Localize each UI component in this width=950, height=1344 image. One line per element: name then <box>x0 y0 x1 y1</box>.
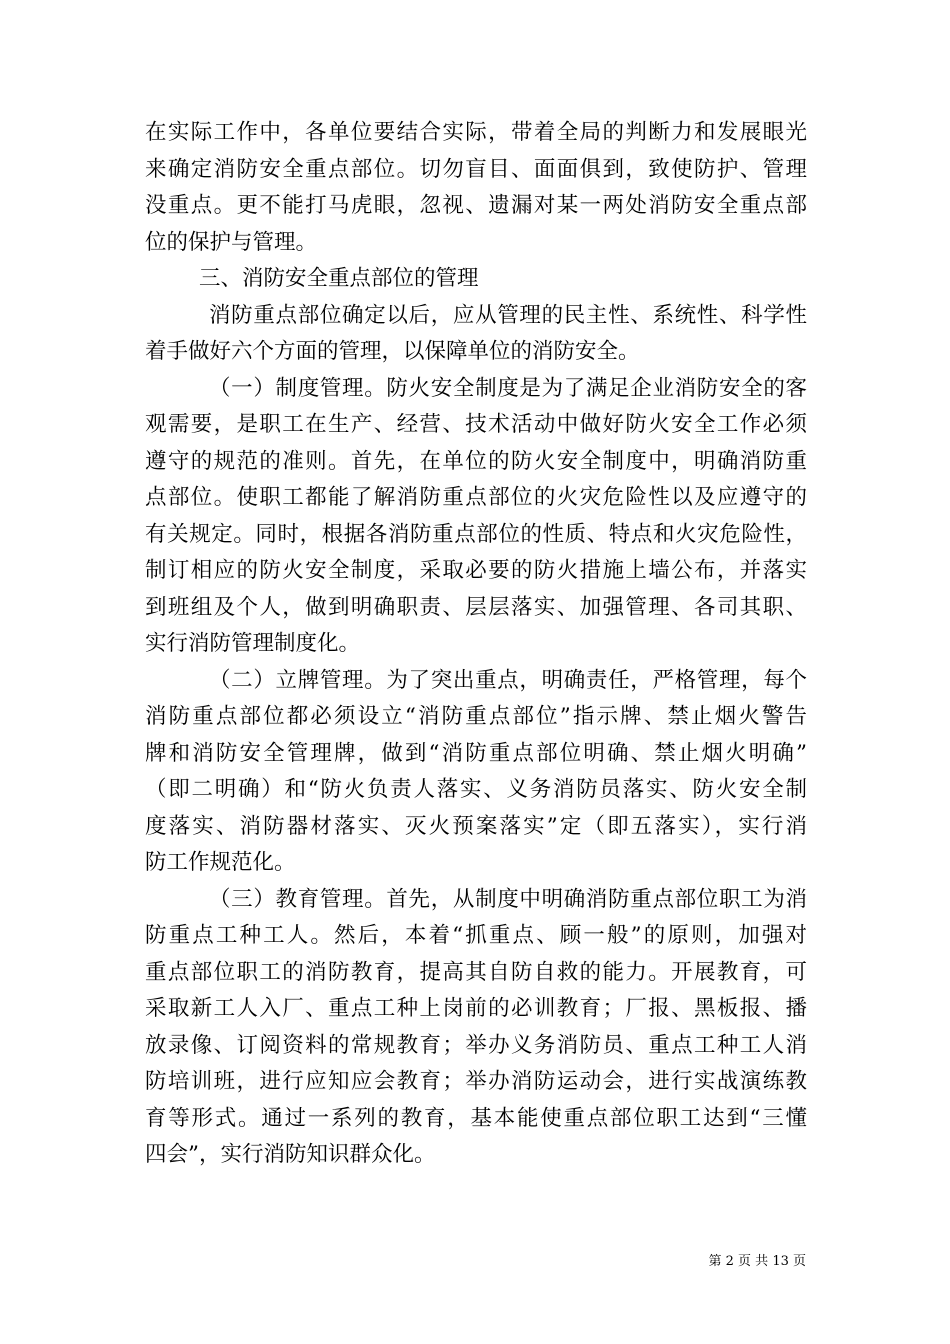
text-line: 防重点工种工人。然后，本着“抓重点、顾一般”的原则，加强对 <box>145 923 807 948</box>
text-line: 四会”，实行消防知识群众化。 <box>145 1142 436 1167</box>
text-line: 到班组及个人，做到明确职责、层层落实、加强管理、各司其职、 <box>145 594 807 620</box>
paragraph-intro <box>145 115 807 261</box>
paragraph-education-management <box>145 882 807 1174</box>
text-line: 消防重点部位都必须设立“消防重点部位”指示牌、禁止烟火警告 <box>145 704 807 729</box>
text-line: 采取新工人入厂、重点工种上岗前的必训教育；厂报、黑板报、播 <box>145 996 807 1021</box>
text-line: 遵守的规范的准则。首先，在单位的防火安全制度中，明确消防重 <box>145 448 807 474</box>
paragraph-system-management <box>145 371 807 663</box>
text-line: （二）立牌管理。为了突出重点，明确责任，严格管理，每个 <box>209 667 807 693</box>
paragraph-sign-management <box>145 663 807 882</box>
text-line: 防工作规范化。 <box>145 850 296 875</box>
text-line: 观需要，是职工在生产、经营、技术活动中做好防火安全工作必须 <box>145 412 807 437</box>
text-line: （一）制度管理。防火安全制度是为了满足企业消防安全的客 <box>209 375 807 401</box>
document-body <box>145 115 807 1174</box>
text-line: 度落实、消防器材落实、灭火预案落实”定（即五落实），实行消 <box>145 813 807 839</box>
text-line: （三）教育管理。首先，从制度中明确消防重点部位职工为消 <box>209 886 807 912</box>
text-line: 制订相应的防火安全制度，采取必要的防火措施上墙公布，并落实 <box>145 558 807 583</box>
text-line: 消防重点部位确定以后，应从管理的民主性、系统性、科学性 <box>209 302 807 328</box>
text-line: 实行消防管理制度化。 <box>145 631 361 656</box>
text-line: 防培训班，进行应知应会教育；举办消防运动会，进行实战演练教 <box>145 1069 807 1094</box>
text-line: 重点部位职工的消防教育，提高其自防自救的能力。开展教育，可 <box>145 959 807 985</box>
text-line: 育等形式。通过一系列的教育，基本能使重点部位职工达到“三懂 <box>145 1105 807 1131</box>
page-number-footer: 第 2 页 共 13 页 <box>708 1254 806 1269</box>
text-line: 位的保护与管理。 <box>145 229 318 255</box>
text-line: 着手做好六个方面的管理，以保障单位的消防安全。 <box>145 339 640 364</box>
text-line: 牌和消防安全管理牌，做到“消防重点部位明确、禁止烟火明确” <box>145 740 807 766</box>
text-line: 在实际工作中，各单位要结合实际，带着全局的判断力和发展眼光 <box>145 120 807 145</box>
text-line: 没重点。更不能打马虎眼，忽视、遗漏对某一两处消防安全重点部 <box>145 193 807 218</box>
section-heading: 三、消防安全重点部位的管理 <box>199 266 479 291</box>
text-line: 放录像、订阅资料的常规教育；举办义务消防员、重点工种工人消 <box>145 1032 807 1058</box>
text-line: 来确定消防安全重点部位。切勿盲目、面面俱到，致使防护、管理 <box>145 156 807 182</box>
paragraph-management-intro <box>145 298 807 371</box>
text-line: 有关规定。同时，根据各消防重点部位的性质、特点和火灾危险性， <box>145 521 807 547</box>
text-line: 点部位。使职工都能了解消防重点部位的火灾危险性以及应遵守的 <box>145 485 807 510</box>
text-line: （即二明确）和“防火负责人落实、义务消防员落实、防火安全制 <box>145 777 807 802</box>
